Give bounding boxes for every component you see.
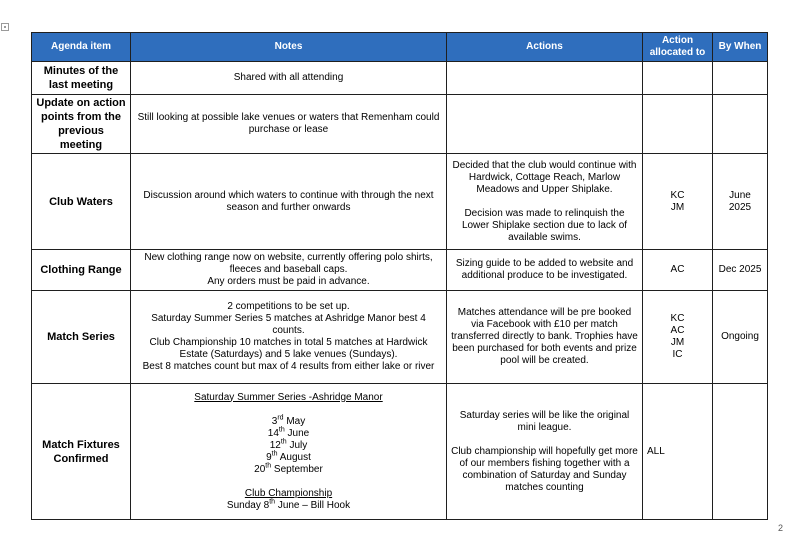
notes-cell bbox=[131, 250, 447, 291]
fixture-date: 20th September bbox=[254, 462, 323, 475]
header-action-allocated bbox=[643, 33, 713, 62]
fixture-date: 3rd May bbox=[271, 414, 306, 427]
notes-line: New clothing range now on website, currently offering polo shirts, fleeces and baseball caps. bbox=[144, 252, 433, 275]
fixture-date: Sunday 8th June – Bill Hook bbox=[226, 498, 351, 511]
by-when-cell bbox=[713, 95, 768, 154]
header-agenda-item: Agenda item bbox=[32, 33, 131, 62]
notes-cell bbox=[131, 384, 447, 520]
actions-cell: Matches attendance will be pre booked via Facebook with £10 per match transferred directly to bank. Trophies have been purchased for both events and prize pool will be created. bbox=[447, 291, 643, 384]
by-when-cell: Dec 2025 bbox=[713, 250, 768, 291]
allocated-initials: JM bbox=[670, 201, 685, 213]
fixtures-heading: Club Championship bbox=[244, 487, 333, 499]
fixture-date: 9th August bbox=[266, 450, 311, 463]
allocated-cell bbox=[643, 62, 713, 95]
allocated-cell bbox=[643, 291, 713, 384]
by-when-cell: Ongoing bbox=[713, 291, 768, 384]
page-number: 2 bbox=[778, 523, 784, 533]
allocated-initials: KC bbox=[670, 313, 685, 324]
actions-paragraph: Decision was made to relinquish the Lower Shiplake section due to lack of available swims. bbox=[461, 207, 628, 243]
table-row bbox=[32, 95, 768, 154]
table-header-row bbox=[32, 33, 768, 62]
actions-paragraph: Saturday series will be like the original mini league. bbox=[459, 409, 630, 433]
header-by-when: By When bbox=[713, 33, 768, 62]
agenda-cell: Match Series bbox=[32, 291, 131, 384]
notes-line: Saturday Summer Series 5 matches at Ashridge Manor best 4 counts. bbox=[151, 313, 426, 336]
table-row bbox=[32, 291, 768, 384]
table-row bbox=[32, 154, 768, 250]
allocated-initials: IC bbox=[672, 349, 683, 360]
agenda-cell: Clothing Range bbox=[32, 250, 131, 291]
allocated-initials: JM bbox=[670, 337, 685, 348]
actions-paragraph: Decided that the club would continue with Hardwick, Cottage Reach, Marlow Meadows and Upper Shiplake. bbox=[452, 159, 637, 195]
by-when-cell: June 2025 bbox=[713, 154, 768, 250]
notes-line: 2 competitions to be set up. bbox=[227, 301, 350, 312]
by-when-cell bbox=[713, 62, 768, 95]
agenda-cell: Update on action points from the previous meeting bbox=[32, 95, 131, 154]
fixture-date: 14th June bbox=[267, 426, 310, 439]
notes-cell: Still looking at possible lake venues or waters that Remenham could purchase or lease bbox=[131, 95, 447, 154]
agenda-cell: Club Waters bbox=[32, 154, 131, 250]
actions-cell bbox=[447, 95, 643, 154]
actions-cell bbox=[447, 62, 643, 95]
agenda-cell: Match Fixtures Confirmed bbox=[32, 384, 131, 520]
notes-line: Best 8 matches count but max of 4 results from either lake or river bbox=[142, 361, 435, 372]
minutes-table bbox=[31, 32, 768, 520]
fixture-date: 12th July bbox=[269, 438, 308, 451]
actions-cell: Sizing guide to be added to website and additional produce to be investigated. bbox=[447, 250, 643, 291]
header-actions: Actions bbox=[447, 33, 643, 62]
allocated-cell bbox=[643, 95, 713, 154]
allocated-cell bbox=[643, 154, 713, 250]
notes-line: Any orders must be paid in advance. bbox=[207, 276, 370, 287]
notes-line: Club Championship 10 matches in total 5 matches at Hardwick Estate (Saturdays) and 5 lake venues (Sundays). bbox=[149, 337, 428, 360]
table-row bbox=[32, 250, 768, 291]
by-when-cell bbox=[713, 384, 768, 520]
notes-cell: Shared with all attending bbox=[131, 62, 447, 95]
actions-cell bbox=[447, 384, 643, 520]
agenda-cell: Minutes of the last meeting bbox=[32, 62, 131, 95]
header-allocated-line-1: Action bbox=[661, 35, 694, 46]
actions-paragraph: Club championship will hopefully get more of our members fishing together with a combination of Saturday and Sunday matches counting bbox=[451, 445, 638, 493]
actions-cell bbox=[447, 154, 643, 250]
header-notes: Notes bbox=[131, 33, 447, 62]
fixtures-heading: Saturday Summer Series -Ashridge Manor bbox=[194, 391, 383, 403]
corner-mark-icon bbox=[1, 23, 9, 31]
notes-cell bbox=[131, 291, 447, 384]
allocated-initials: AC bbox=[670, 325, 685, 336]
table-row bbox=[32, 384, 768, 520]
allocated-cell: AC bbox=[643, 250, 713, 291]
notes-cell: Discussion around which waters to continue with through the next season and further onwards bbox=[131, 154, 447, 250]
table-row bbox=[32, 62, 768, 95]
allocated-initials: KC bbox=[670, 189, 685, 201]
header-allocated-line-2: allocated to bbox=[649, 47, 706, 58]
allocated-cell: ALL bbox=[643, 384, 713, 520]
